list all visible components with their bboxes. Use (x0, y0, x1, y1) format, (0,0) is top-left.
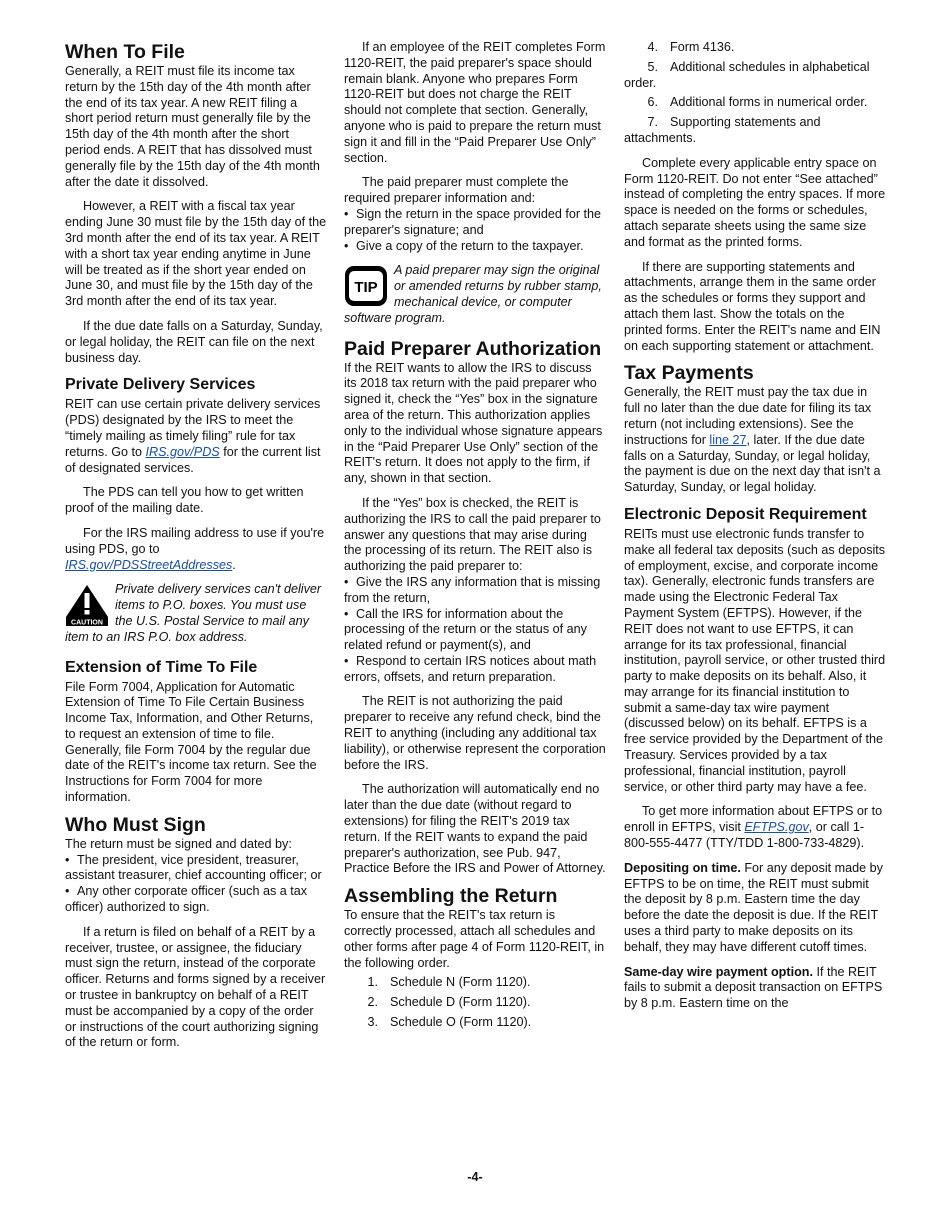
tip-icon (344, 265, 388, 307)
authorization-paragraph-4: The authorization will automatically end no later than the due date (without regard to extensions) for filing the REIT's 2019 tax return. If the REIT wants to expand the paid preparer's authorization, see Pub. 947, Practice Before the IRS and Power of Attorney. (344, 782, 606, 876)
list-item-text: Schedule N (Form 1120). (390, 975, 531, 990)
assembling-the-return-heading: Assembling the Return (344, 885, 558, 908)
pds-paragraph-3-text-b: . (232, 557, 236, 572)
column-1 (65, 40, 327, 1060)
tip-note (344, 263, 606, 326)
extension-of-time-heading: Extension of Time To File (65, 658, 258, 676)
caution-icon (65, 584, 109, 626)
caution-text: Private delivery services can't deliver items to P.O. boxes. You must use the U.S. Postal Service to mail any item to an IRS P.O. box address. (65, 582, 322, 644)
bullet-icon: • (344, 206, 349, 221)
list-item-number: 4. (647, 40, 658, 54)
pds-paragraph-3 (65, 526, 327, 573)
bullet-icon: • (65, 884, 70, 899)
list-item-text: Respond to certain IRS notices about math errors, offsets, and return preparation. (344, 653, 597, 684)
bullet-icon: • (65, 852, 70, 867)
list-item (624, 95, 886, 111)
preparer-paragraph-1: If an employee of the REIT completes Form 1120-REIT, the paid preparer's space should remain blank. Anyone who prepares Form 1120-REIT but does not charge the REIT should not complete that section. Generally, anyone who is paid to prepare the return must sign it and fill in the “Paid Preparer Use Only” section. (344, 40, 606, 165)
list-item-text: The president, vice president, treasurer, assistant treasurer, chief accounting officer; or (65, 852, 322, 883)
column-3 (624, 40, 886, 1021)
when-to-file-paragraph-3: If the due date falls on a Saturday, Sunday, or legal holiday, the REIT can file on the next business day. (65, 318, 323, 365)
authorization-paragraph-3: The REIT is not authorizing the paid preparer to receive any refund check, bind the REIT to anything (including any additional tax liability), or otherwise represent the corporation before the IRS. (344, 694, 606, 772)
list-item (624, 115, 886, 147)
depositing-on-time-text: For any deposit made by EFTPS to be on time, the REIT must submit the deposit by 8 p.m. Eastern time the day before the date the deposit is due. If the REIT uses a third party to make deposits on its behalf, they may have different cutoff times. (624, 860, 883, 954)
list-item-text: Give a copy of the return to the taxpayer. (356, 238, 584, 253)
pds-paragraph-2: The PDS can tell you how to get written proof of the mailing date. (65, 485, 304, 516)
who-must-sign-list (65, 837, 327, 916)
assembling-list-part-1 (344, 975, 606, 1030)
list-item-text: Additional schedules in alphabetical order. (624, 59, 870, 90)
list-item (624, 40, 886, 56)
tip-label: TIP (354, 279, 378, 297)
list-item (624, 60, 886, 92)
list-item (344, 1015, 606, 1031)
list-item-text: Sign the return in the space provided for the preparer's signature; and (344, 206, 602, 237)
list-item (344, 975, 606, 991)
electronic-deposit-paragraph-2 (624, 804, 886, 851)
list-item-text: Schedule O (Form 1120). (390, 1015, 532, 1030)
list-item-text: Any other corporate officer (such as a tax officer) authorized to sign. (65, 884, 308, 915)
caution-note (65, 582, 327, 645)
tax-payments-text-a: Generally, the REIT must pay the tax due in full no later than the due date for filing its tax return (not including extensions). See the instructions for (624, 385, 872, 447)
eftps-link[interactable]: EFTPS.gov (744, 820, 809, 835)
tax-payments-text-b: , later. If the due date falls on a Saturday, Sunday, or legal holiday, the payment is due on the next day that isn't a Saturday, Sunday, or legal holiday. (624, 432, 881, 495)
list-item-text: Form 4136. (670, 40, 735, 54)
who-must-sign-paragraph-2: If a return is filed on behalf of a REIT by a receiver, trustee, or assignee, the fiduciary must sign the return, instead of the corporate officer. Returns and forms signed by a receiver or trustee in bankruptcy on behalf of a REIT must be accompanied by a copy of the order or instructions of the court authorizing signing of the return or form. (65, 924, 326, 1050)
list-item (65, 853, 327, 885)
list-item-text: Supporting statements and attachments. (624, 115, 821, 145)
same-day-wire-runin: Same-day wire payment option. (624, 964, 813, 979)
authorization-paragraph-2: If the “Yes” box is checked, the REIT is authorizing the IRS to call the paid preparer to answer any questions that may arise during the processing of its return. The REIT also is authorizing the paid preparer to: (344, 495, 601, 574)
list-item-text: Additional forms in numerical order. (670, 95, 868, 110)
bullet-icon: • (344, 606, 349, 621)
list-item (344, 239, 606, 255)
assembling-paragraph-3: If there are supporting statements and attachments, arrange them in the same order as the schedules or forms they support and attach them last. Show the totals on the printed forms. Enter the REIT's name and EIN on each supporting statement or attachment. (624, 259, 881, 353)
list-item-text: Give the IRS any information that is missing from the return, (344, 574, 601, 605)
page-number: -4- (467, 1170, 483, 1184)
assembling-paragraph-1: To ensure that the REIT's tax return is correctly processed, attach all schedules and other forms after page 4 of Form 1120-REIT, in the following order. (344, 908, 605, 970)
electronic-deposit-paragraph-1: REITs must use electronic funds transfer to make all federal tax deposits (such as deposits of employment, excise, and corporate income tax). Generally, electronic funds transfers are made using the Electronic Federal Tax Payment System (EFTPS). However, if the REIT does not want to use EFTPS, it can arrange for its tax professional, financial institution, payroll service, or other trusted third party to make deposits on its behalf. Also, it may arrange for its financial institution to submit a same-day tax wire payment (discussed below) on its behalf. EFTPS is a free service provided by the Department of the Treasury. Services provided by a tax professional, financial institution, payroll service, or other third party may have a fee. (624, 526, 886, 794)
preparer-list (344, 175, 606, 254)
list-item (344, 607, 606, 654)
irs-pds-street-addresses-link[interactable]: IRS.gov/PDSStreetAddresses (65, 557, 233, 572)
pds-paragraph-3-text-a: For the IRS mailing address to use if you're using PDS, go to (65, 525, 325, 556)
list-item (344, 575, 606, 607)
who-must-sign-heading: Who Must Sign (65, 813, 206, 836)
list-item-number: 3. (367, 1015, 378, 1030)
list-item-number: 7. (647, 115, 658, 130)
bullet-icon: • (344, 574, 349, 589)
pds-paragraph-1-text-b: for the current list of designated services. (65, 444, 321, 475)
bullet-icon: • (344, 238, 349, 253)
pds-paragraph-1-text-a: REIT can use certain private delivery services (PDS) designated by the IRS to meet the “timely mailing as timely filing” rule for tax returns. Go to (65, 397, 321, 459)
assembling-list-part-2 (624, 40, 886, 147)
line-27-link[interactable]: line 27 (709, 432, 747, 447)
tip-text: A paid preparer may sign the original or amended returns by rubber stamp, mechanical device, or computer software program. (344, 263, 602, 325)
when-to-file-paragraph-1: Generally, a REIT must file its income tax return by the 15th day of the 4th month after the end of its tax year. A new REIT filing a short period return must generally file by the 15th day of the 4th month after the short period ends. A REIT that has dissolved must generally file by the 15th day of the 4th month after the date it dissolved. (65, 64, 320, 189)
tax-payments-heading: Tax Payments (624, 362, 754, 385)
list-item (344, 995, 606, 1011)
depositing-on-time-paragraph (624, 861, 886, 956)
list-item (65, 884, 327, 916)
pds-paragraph-1 (65, 397, 327, 476)
electronic-deposit-text-b: , or call 1-800-555-4477 (TTY/TDD 1-800-733-4829). (624, 820, 865, 851)
assembling-paragraph-2: Complete every applicable entry space on Form 1120-REIT. Do not enter “See attached” instead of completing the entry spaces. If more space is needed on the forms or schedules, attach separate sheets using the same size and format as the printed forms. (624, 155, 886, 249)
list-item (344, 654, 606, 686)
list-item-number: 2. (367, 995, 378, 1010)
list-item-text: Call the IRS for information about the processing of the return or the status of any related refund or payment(s), and (344, 606, 587, 653)
authorization-paragraph-1: If the REIT wants to allow the IRS to discuss its 2018 tax return with the paid preparer who signed it, check the “Yes” box in the signature area of the return. This authorization applies only to the individual whose signature appears in the “Paid Preparer Use Only” section of the REIT's return. It does not apply to the firm, if any, shown in that section. (344, 360, 603, 486)
authorization-list (344, 496, 606, 686)
tax-payments-paragraph-1 (624, 385, 886, 496)
depositing-on-time-runin: Depositing on time. (624, 860, 741, 875)
irs-pds-link[interactable]: IRS.gov/PDS (145, 444, 220, 459)
electronic-deposit-text-a: To get more information about EFTPS or to enroll in EFTPS, visit (624, 804, 883, 835)
list-item-number: 1. (367, 975, 378, 990)
list-item-number: 5. (647, 59, 658, 74)
list-item-number: 6. (647, 95, 658, 110)
bullet-icon: • (344, 653, 349, 668)
same-day-wire-paragraph (624, 965, 886, 1012)
extension-paragraph-1: File Form 7004, Application for Automatic Extension of Time To File Certain Business Income Tax, Information, and Other Returns, to request an extension of time to file. Generally, file Form 7004 by the regular due date of the REIT's income tax return. See the Instructions for Form 7004 for more information. (65, 679, 317, 805)
preparer-paragraph-2: The paid preparer must complete the required preparer information and: (344, 175, 569, 206)
column-2 (344, 40, 606, 1035)
when-to-file-heading: When To File (65, 41, 185, 63)
when-to-file-paragraph-2: However, a REIT with a fiscal tax year ending June 30 must file by the 15th day of the 3rd month after the end of its tax year. A REIT with a short tax year ending anytime in June will be treated as if the short year ended on June 30, and must file by the 15th day of the 3rd month after the end of its tax year. (65, 199, 327, 309)
list-item (344, 207, 606, 239)
paid-preparer-authorization-heading: Paid Preparer Authorization (344, 337, 602, 360)
private-delivery-services-heading: Private Delivery Services (65, 376, 256, 394)
who-must-sign-intro: The return must be signed and dated by: (65, 836, 292, 851)
caution-label: CAUTION (71, 619, 103, 627)
electronic-deposit-requirement-heading: Electronic Deposit Requirement (624, 505, 867, 523)
list-item-text: Schedule D (Form 1120). (390, 995, 531, 1010)
same-day-wire-text: If the REIT fails to submit a deposit transaction on EFTPS by 8 p.m. Eastern time on the (624, 964, 883, 1011)
